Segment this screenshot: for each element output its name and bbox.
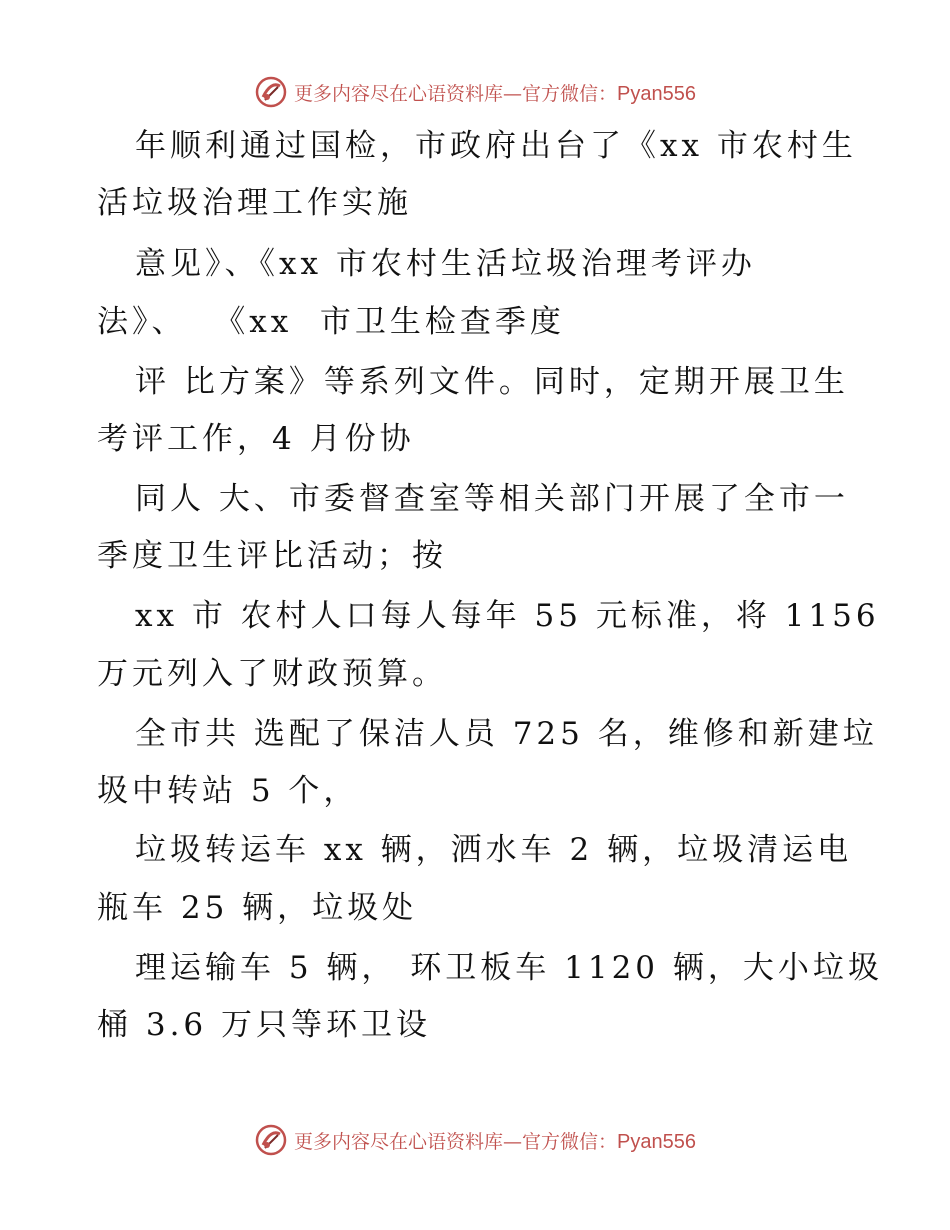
body-line: 同人 大、市委督查室等相关部门开展了全市一 bbox=[135, 481, 849, 517]
header-banner-separator: — bbox=[503, 82, 523, 105]
body-line: 活垃圾治理工作实施 bbox=[97, 185, 412, 221]
footer-wechat-id: Pyan556 bbox=[617, 1130, 696, 1153]
body-line: 理运输车 5 辆， 环卫板车 1120 辆，大小垃圾 bbox=[135, 950, 883, 986]
footer-banner-main: 更多内容尽在心语资料库 bbox=[294, 1130, 504, 1153]
body-line: 瓶车 25 辆，垃圾处 bbox=[97, 890, 418, 926]
body-line: 圾中转站 5 个， bbox=[97, 773, 359, 809]
footer-banner-separator: — bbox=[503, 1130, 523, 1153]
body-line: 垃圾转运车 xx 辆，洒水车 2 辆，垃圾清运电 bbox=[135, 832, 853, 868]
logo-icon bbox=[254, 1123, 288, 1157]
body-line: 年顺利通过国检，市政府出台了《xx 市农村生 bbox=[135, 128, 857, 164]
header-banner bbox=[0, 72, 950, 112]
header-wechat-id: Pyan556 bbox=[617, 82, 696, 105]
body-line: 考评工作，4 月份协 bbox=[97, 421, 415, 457]
body-line: 季度卫生评比活动；按 bbox=[97, 538, 447, 574]
body-line: 意见》、《xx 市农村生活垃圾治理考评办 bbox=[135, 246, 756, 282]
body-line: 桶 3.6 万只等环卫设 bbox=[97, 1007, 432, 1043]
header-wechat-label: 官方微信： bbox=[522, 82, 618, 105]
body-line: 万元列入了财政预算。 bbox=[97, 656, 447, 692]
logo-icon bbox=[254, 75, 288, 109]
body-line: 全市共 选配了保洁人员 725 名，维修和新建垃 bbox=[135, 716, 878, 752]
footer-banner bbox=[0, 1120, 950, 1160]
body-line: xx 市 农村人口每人每年 55 元标准，将 1156 bbox=[135, 598, 880, 634]
footer-banner-text bbox=[294, 1127, 696, 1154]
body-line: 法》、 《xx 市卫生检查季度 bbox=[97, 304, 565, 340]
footer-wechat-label: 官方微信： bbox=[522, 1130, 618, 1153]
header-banner-text bbox=[294, 79, 696, 106]
header-banner-main: 更多内容尽在心语资料库 bbox=[294, 82, 504, 105]
body-line: 评 比方案》等系列文件。同时，定期开展卫生 bbox=[135, 364, 849, 400]
